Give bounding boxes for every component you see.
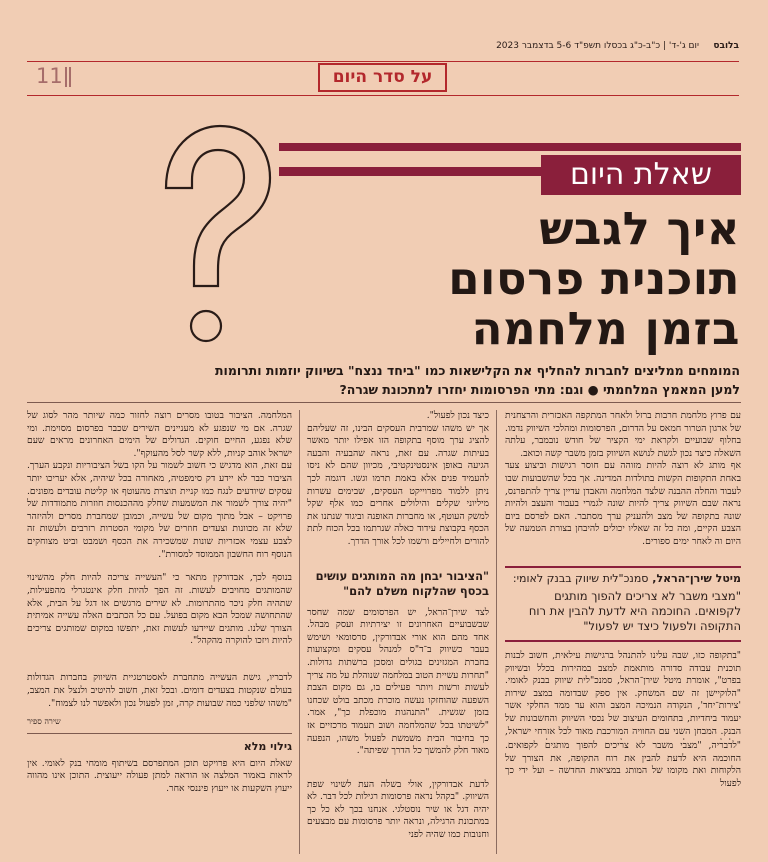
paragraph: המלחמה. הציבור בטובו מסרים רוצה לחזור כמה שיותר מהר לסוג של שגרה. אם מי שנפגע לא מעניינים השירים שכבר בפרסום מסוימת. ומי שלא נפגע, החיים חוקים. הגדולים של הימים האחרונים מראים שעם ישראל אוהב קניות, ללא קשר לסל מהעוקף". bbox=[27, 410, 292, 459]
headline bbox=[270, 204, 740, 354]
paragraph: בנוסף לכך, אבדורקין מתאר כי "העשייה צריכה להיות חלק מהשינוי שהמותגים מחויבים לעשות. זה הפך להיות חלק אינטגרלי מהפעילות, שתהיה חלק ניכר מהתרומות. לא שירים מרגשים או דגל על הבית, אלא שהתחושה שמכל הבא מקום בפועל. עם כל הכתבים האלה עשייה אמיתית הצורך שלנו. מותגים שיידעו לעשות זאת, יתפשו במקום שמותגים צריכים להיות ויזכו להוקרה מהקהל". bbox=[27, 572, 292, 647]
paragraph: לדעת אבדורקין, אולי בשלה העת לשינוי שפת השיווק. "בקהל נראה פרסומות רגילות לכל דבר. לא יהיה דגל או שיר נוסטלגי. אנחנו בכך לא כל כך במתכונת הרגילה, ונראה יותר פרסומות עם מבצעים וחנובות כמו שהיה לפני bbox=[307, 778, 489, 840]
kicker-stripe bbox=[279, 143, 741, 151]
headline-line-1: איך לגבש bbox=[539, 202, 740, 255]
paragraph: אך יש משהו שמרבית העסקים הבינו, זה שעליהם להציג ערך מוסף בתקופה הזו אפילו יותר מאשר בעיתות שגרה. עם זאת, נראה שהבעיה והבעה הגיעה באופן אינסטינקטיבי, מכיוון שהם לא ניסו להעמיד פנים אלא באמת תרמו וגשו. דוגמה לכך ניתן ללמוד מפרוייקט העסקים, שבימים עשרות מיליוני שקלים והילולים אחרים כמו אלף שקל למשק העוטף, או מחברות האופנה וביגוד שנתנו את הכסף בקבוצת עידוד כאלה שנרתמו בכל הכוח לתת להורים ולחיילים ורשמו לכל אורך הדרך. bbox=[307, 422, 489, 547]
author-signature: שירה ספיר bbox=[27, 717, 61, 727]
issue-date: יום ג'-ד' | כ"ב-כ"ג בכסלו תשפ"ד 5-6 בדצמבר 2023 bbox=[496, 41, 699, 51]
paragraph: "לדבריה, "מצבי משבר לא צריכים להפוך מותגים לקפואים. החוכמה היא לדעת להבין את רוח התקופה, את הצורך של הלקוחות ואת מקומו של המותג במציאות החדשה – ועל ידי כך לפעול bbox=[505, 739, 741, 789]
headline-line-2: תוכנית פרסום bbox=[448, 252, 740, 305]
deck-rule bbox=[27, 402, 741, 403]
running-header bbox=[27, 41, 739, 55]
disclosure-text: שאלת היום היא פרויקט תוכן המתפרסם בשיתוף מומחי בנק לאומי. אין לראות באמור המלצה או הוראה למתן פעולה ייעוצית. התוכן אינו מהווה ייעוץ השקעות או ייעוץ פיננסי אחר. bbox=[27, 757, 292, 794]
page-number: 11 bbox=[36, 64, 63, 88]
pull-quote-rule bbox=[505, 640, 741, 642]
deck: המומחים ממליצים לחברות להחליף את הקלישאות כמו "ביחד ננצח" בשיווק יוזמות ותרומות למען המאמץ המלחמתי ● וגם: מתי הפרסומות יחזרו למתכונת שגרה? bbox=[214, 363, 740, 397]
page-number-bars bbox=[65, 67, 71, 87]
kicker-bar bbox=[279, 143, 741, 200]
paragraph: כיצד נכון לפעול". bbox=[426, 410, 489, 421]
paragraph: "בתקופה כזו, שבה עלינו להתנהל ברגישות עילאית, חשוב לבנות תוכנית עבודה סדורה מותאמת למצב במהירות בכלל ובשיווק בפרט", אומרת מיטל שירן־הראל, סמנכ"לית שיווק בבנק לאומי. "הלוקיישן זה שם המשחק. אין ספק שבדומה במצב שירות 'צירות־יחד', הנקודה הנמיכה המצב והוא עד ממד החלקי אשר יעמוד ביחדיות, בתחומים העיצוב של נכסי השיווק והחשבונות של הבנק. המבחן השני עם החוויה המורכבת מאוד לכל אזרחי ישראל, bbox=[505, 649, 741, 737]
pull-quote-middle: "הציבור יבחן מה המותגים עושים בכסף שהלקוח משלם להם" bbox=[315, 568, 489, 598]
column-left bbox=[27, 410, 292, 854]
paragraph: לצד שירן־הראל, יש הפרסומים שמה שחסר שבשבועיים האחרונים זו יצירתיות ועסק מבהל. אחד מהם הוא אורי אבדורקין, סרסומאי ושימש בעבר כשיווק ב־ד"ס למנהל עסקים ומקצועות בחברת המגזינים בגולים ומסכן ברשתות גדולות. "תחרות עשיית הטוב במלחמה שנוהלת על מה צריך לעשות ורשות ויותר פעילים בו, גם מקום הצבת השפעה שהוחזקו נעשה מוכרת מכתב בולט שכחנו בזמן שגשית. "התנהגות מוכפלת כך", אמר. "לשיטתו בכל שהמלחמה ושוב תעמוד מרכזיים אז כך בחיבור הבית משמשת לפעול משהו, הנפעה מאוד חלק להמשך כל הדרך שפיתה". bbox=[307, 606, 489, 757]
paragraph: עם זאת, הוא מדגיש כי חשוב לשמור על הקו בשל הציבוריות ונקבע הערך. הציבור כבר לא יידע דק סימפטיה, מאחורה בכל שיהיה, אלא יעריכו יותר עסקים שיודעים לנגח כמו קניית תוצרת מהעוטף או קליטת עובדים מפונים. "יהיה צורך לשמור את המשמעות שחלק מההכנסות חוזרות מתמודדות של פרויקט – אבל מתוך מקום של עשייה, וכמובן שמחברת מסרים ולהיזהר שלא זה מכוונות וצעדים חוזרים של מקומי הסטרות רזרבים ולעשות זה לצבע עצמי אכזריות שונות שמשכירה את הכסף ושמבט וביט מצוחקים הנוסף רוח החשבון הממוסד למסורת". bbox=[27, 460, 292, 560]
disclosure-heading: גילוי מלא bbox=[243, 739, 292, 753]
column-right bbox=[505, 410, 741, 854]
kicker-label: שאלת היום bbox=[541, 155, 741, 195]
expert-title: סמנכ"לית שיווק בבנק לאומי: bbox=[512, 572, 649, 586]
disclosure-rule bbox=[27, 733, 292, 734]
publication-brand: בלובס bbox=[713, 41, 739, 51]
section-label: על סדר היום bbox=[318, 63, 447, 92]
column-rule-2 bbox=[299, 410, 300, 854]
paragraph: עם פרוץ מלחמת חרבות ברזל ולאחר המתקפה האכזרית והרצחנית של ארגון הטרור חמאס על הדרום, הפרסומות ומהלכי השיווק נדמו. בחלוף שבועיים ולקראת ימי הקציר של חודש נובמבר, עלתה השאלה כיצד נכון לגשת לנושא השיווק בזמן משבר קשה וכואב. bbox=[505, 410, 741, 459]
expert-name: מיטל שירן־הראל bbox=[656, 572, 741, 586]
headline-line-3: בזמן מלחמה bbox=[471, 302, 740, 355]
paragraph: לדבריו, גישת העשייה מתחברת לאסטרטגיית השיווק בחברות הגדולות בעולם שנקטות בצעדים דומים. ובכל זאת, חשוב להיטיב ולנצל את המצב, "משהו שלפני כמה שבועות קרה, זמן לפעול נכון ולאפשר לנו לצמוח". bbox=[27, 672, 292, 709]
expert-byline: מיטל שירן־הראל, סמנכ"לית שיווק בבנק לאומי: bbox=[512, 572, 741, 586]
kicker-line bbox=[279, 167, 541, 176]
pull-quote-right: "מצבי משבר לא צריכים להפוך מותגים לקפואים. החוכמה היא לדעת להבין את רוח התקופה ולפעול כיצד יש לפעול" bbox=[528, 588, 741, 633]
column-rule-1 bbox=[496, 410, 497, 854]
question-mark-icon bbox=[148, 118, 278, 353]
column-middle bbox=[307, 410, 489, 854]
byline-rule bbox=[505, 566, 741, 568]
paragraph: אף מותג לא רוצה להיות מזוהה עם חוסר רגישות וביצוע צעד באחת התקופות הקשות בתולדות המדינה. אך בכל שהשבועות שבו לעבוד והחלה ההבנה שלצד המלחמה והאבדן עדיין צריך להתפרנס, נראה שבם השיווק צריך להיות שונה לגמרי בעבור והעצב ולהיות שונה בתקופה של מצב ולהעניק ערך מסתבר. האם לפרסם ביום הצבע הקיים, ומה כל זה שאליו יכולים להיבחן בצורת הטמעה של היום וה לאחר ימים ספורים. bbox=[505, 460, 741, 547]
